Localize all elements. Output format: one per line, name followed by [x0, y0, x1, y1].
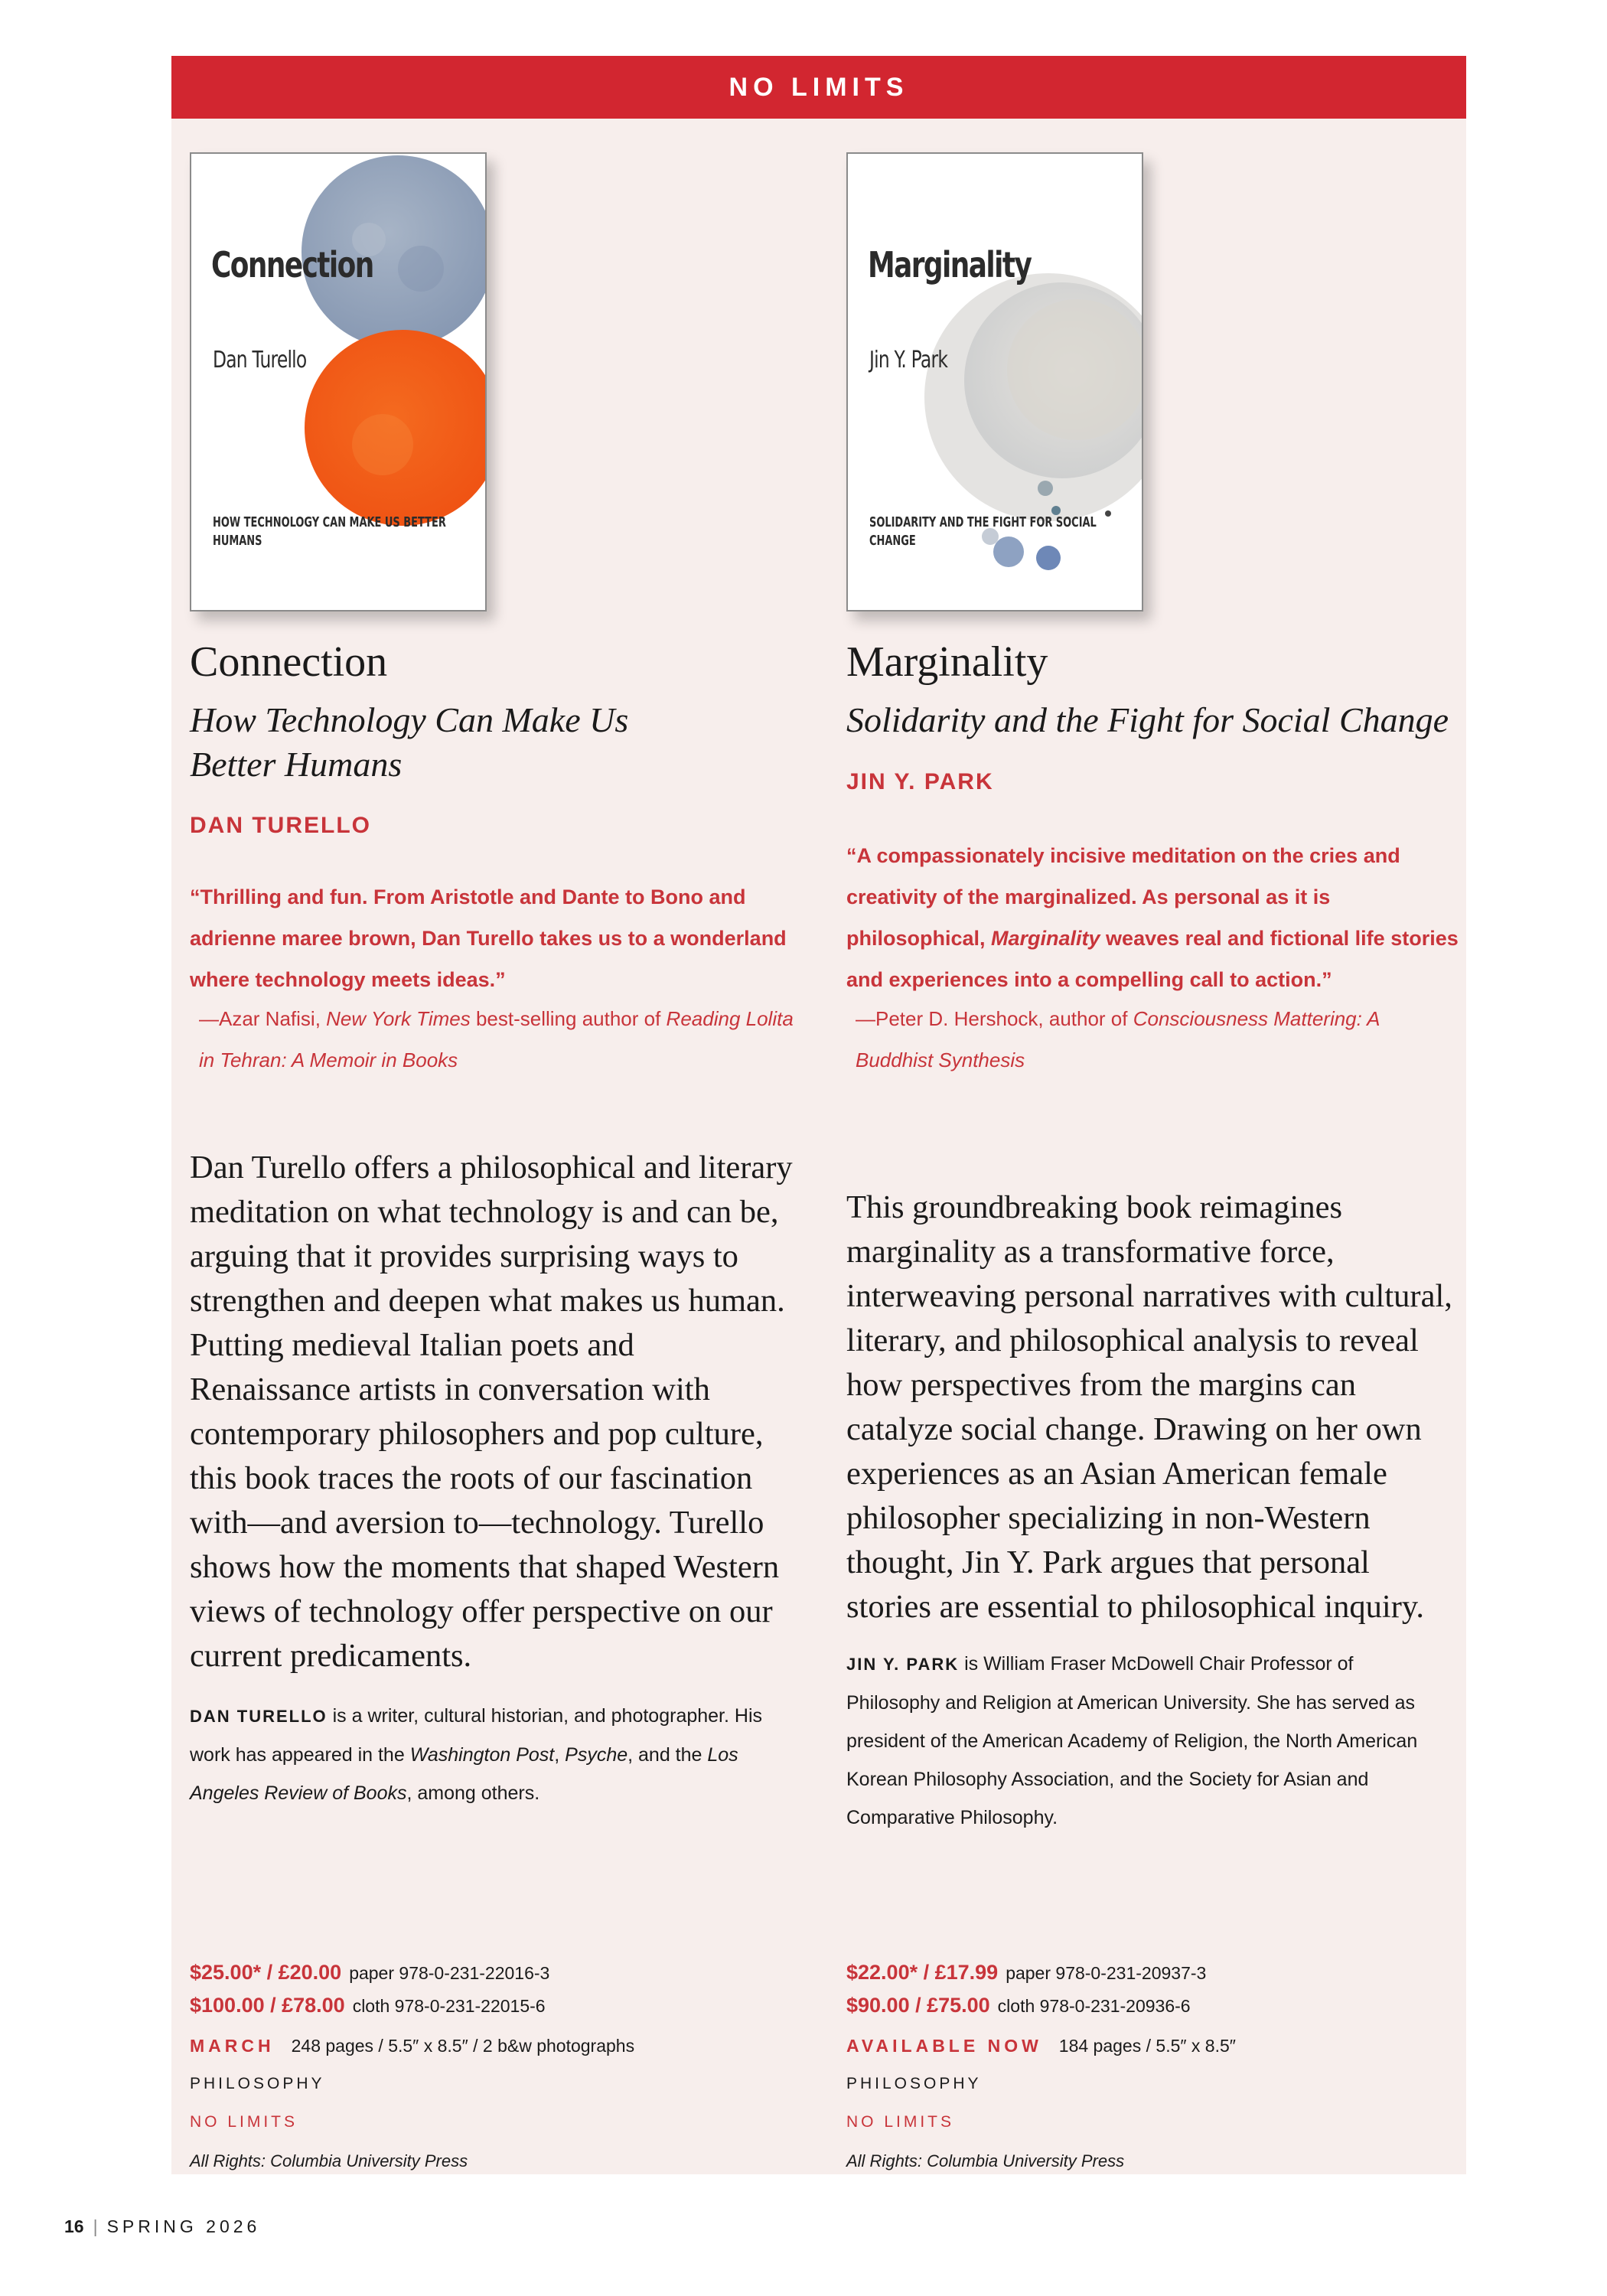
price-block — [190, 1958, 802, 2024]
footer-separator: | — [93, 2216, 98, 2236]
price-row-cloth: $90.00 / £75.00 cloth 978-0-231-20936-6 — [846, 1994, 1191, 2017]
book-author: JIN Y. PARK — [846, 769, 994, 794]
cover-title: Marginality — [868, 244, 1032, 285]
series-name: NO LIMITS — [190, 2113, 298, 2131]
availability-row — [846, 2036, 1459, 2056]
cover-subtitle: SOLIDARITY AND THE FIGHT FOR SOCIAL CHANGE — [869, 514, 1097, 549]
rights-info: All Rights: Columbia University Press — [846, 2151, 1125, 2170]
pub-month: AVAILABLE NOW — [846, 2036, 1042, 2056]
series-name: NO LIMITS — [846, 2113, 955, 2131]
author-bio: DAN TURELLO is a writer, cultural historian, and photographer. His work has appeared in the Washington Post, Psyche, and the Los Angeles Review of Books, among others. — [190, 1705, 763, 1804]
subject-category: PHILOSOPHY — [846, 2075, 982, 2092]
page-count: 184 pages / 5.5″ x 8.5″ — [1058, 2036, 1236, 2056]
book-author: DAN TURELLO — [190, 813, 371, 838]
cover-author: Dan Turello — [213, 347, 307, 373]
page-count: 248 pages / 5.5″ x 8.5″ / 2 b&w photographs — [291, 2036, 635, 2056]
bio-author-name: JIN Y. PARK — [846, 1655, 960, 1674]
book-cover-connection[interactable] — [190, 152, 487, 612]
catalog-season: SPRING 2026 — [106, 2216, 261, 2236]
cover-subtitle: HOW TECHNOLOGY CAN MAKE US BETTER HUMANS — [213, 514, 446, 549]
price-row-paper: $22.00* / £17.99 paper 978-0-231-20937-3 — [846, 1961, 1207, 1984]
book-description: Dan Turello offers a philosophical and literary meditation on what technology is and can be, arguing that it provides surprising ways to strengthen and deepen what makes us human. Putting medieval Italian poets and Renaissance artists in conversation with contemporary philosophers and pop culture, this book traces the roots of our fascination with—and aversion to—technology. Turello shows how the moments that shaped Western views of technology offer perspective on our current predicaments. — [190, 1150, 793, 1674]
subject-category: PHILOSOPHY — [190, 2075, 325, 2092]
endorsement-quote: “Thrilling and fun. From Aristotle and Dante to Bono and adrienne maree brown, Dan Turello takes us to a wonderland where technology meets ideas.” — [190, 885, 787, 991]
book-subtitle: How Technology Can Make Us Better Humans — [190, 700, 629, 784]
endorsement-quote: “A compassionately incisive meditation on the cries and creativity of the marginalized. As personal as it is philosophical, Marginality weaves real and fictional life stories and experiences into a compelling call to action.” — [846, 844, 1459, 991]
book-title: Connection — [190, 638, 388, 686]
page-number: 16 — [64, 2216, 84, 2236]
book-description: This groundbreaking book reimagines marginality as a transformative force, interweaving personal narratives with cultural, literary, and philosophical analysis to reveal how perspectives from the margins can catalyze social change. Drawing on her own experiences as an Asian American female philosopher specializing in non-Western thought, Jin Y. Park argues that personal stories are essential to philosophical inquiry. — [846, 1189, 1452, 1625]
price-row-paper: $25.00* / £20.00 paper 978-0-231-22016-3 — [190, 1961, 550, 1984]
price-row-cloth: $100.00 / £78.00 cloth 978-0-231-22015-6 — [190, 1994, 546, 2017]
endorsement-attribution: —Peter D. Hershock, author of Consciousness Mattering: A Buddhist Synthesis — [856, 1007, 1380, 1071]
book-title: Marginality — [846, 638, 1048, 686]
cover-author: Jin Y. Park — [869, 347, 948, 373]
endorsement-attribution: —Azar Nafisi, New York Times best-selling author of Reading Lolita in Tehran: A Memoir in Books — [199, 1007, 794, 1071]
cover-title: Connection — [211, 244, 373, 285]
price-block — [846, 1958, 1459, 2024]
catalog-panel — [171, 119, 1466, 2174]
author-bio: JIN Y. PARK is William Fraser McDowell Chair Professor of Philosophy and Religion at American University. She has served as president of the American Academy of Religion, the North American Korean Philosophy Association, and the Society for Asian and Comparative Philosophy. — [846, 1653, 1418, 1828]
book-cover-marginality[interactable] — [846, 152, 1143, 612]
section-banner: NO LIMITS — [171, 56, 1466, 119]
book-subtitle: Solidarity and the Fight for Social Change — [846, 700, 1449, 739]
pub-month: MARCH — [190, 2036, 275, 2056]
availability-row — [190, 2036, 802, 2056]
rights-info: All Rights: Columbia University Press — [190, 2151, 468, 2170]
page-footer — [64, 2216, 260, 2237]
bio-author-name: DAN TURELLO — [190, 1707, 328, 1726]
